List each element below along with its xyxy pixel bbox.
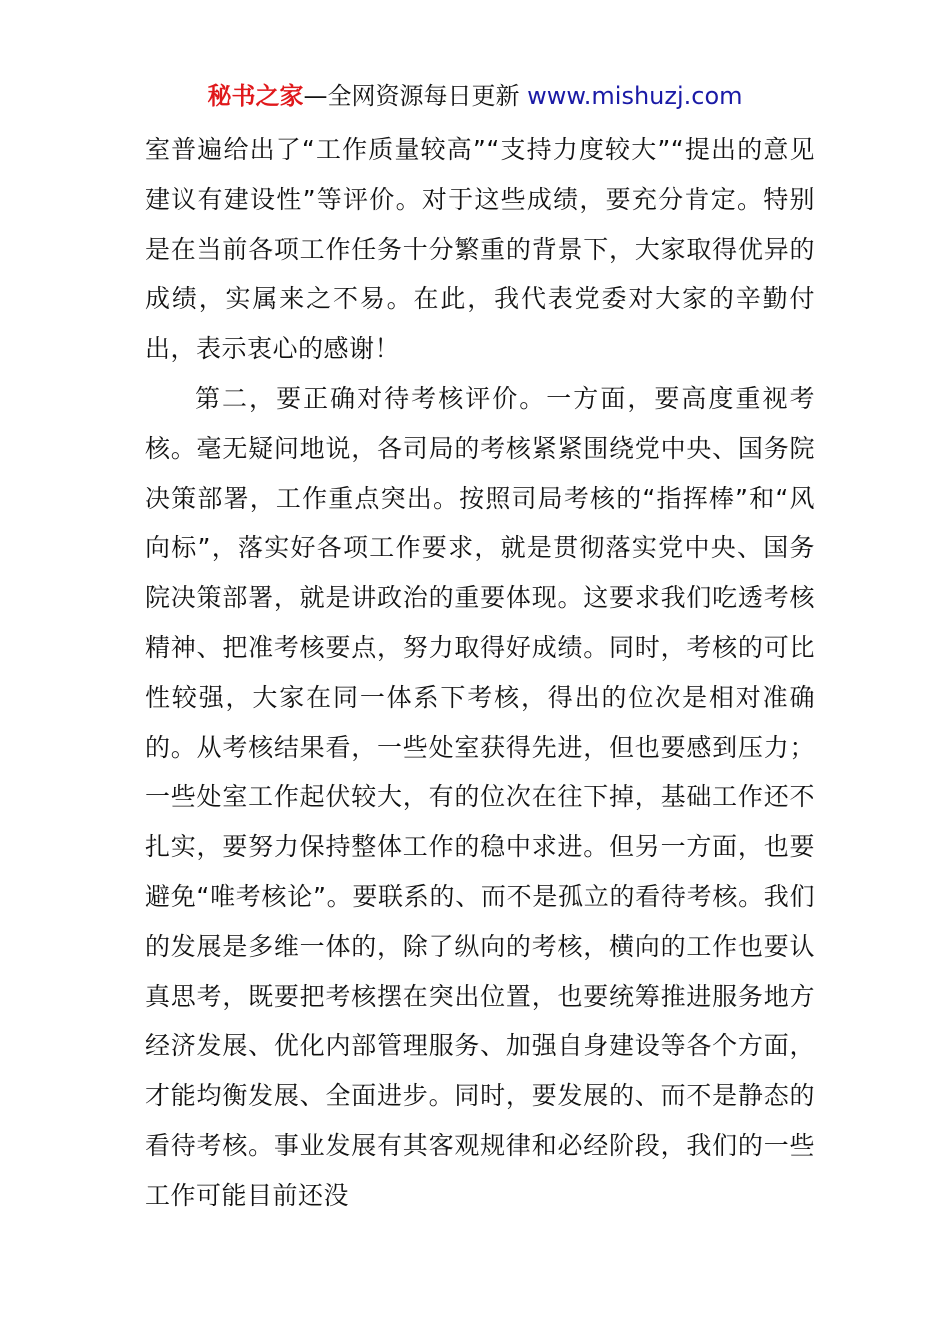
site-brand: 秘书之家 bbox=[207, 82, 304, 110]
site-tagline: —全网资源每日更新 bbox=[303, 82, 528, 110]
site-header bbox=[0, 78, 950, 114]
site-url-link[interactable]: www.mishuzj.com bbox=[527, 82, 743, 110]
paragraph-evaluation: 第二，要正确对待考核评价。一方面，要高度重视考核。毫无疑问地说，各司局的考核紧紧围绕党中央、国务院决策部署，工作重点突出。按照司局考核的“指挥棒”和“风向标”，落实好各项工作要求，就是贯彻落实党中央、国务院决策部署，就是讲政治的重要体现。这要求我们吃透考核精神、把准考核要点，努力取得好成绩。同时，考核的可比性较强，大家在同一体系下考核，得出的位次是相对准确的。从考核结果看，一些处室获得先进，但也要感到压力；一些处室工作起伏较大，有的位次在往下掉，基础工作还不扎实，要努力保持整体工作的稳中求进。但另一方面，也要避免“唯考核论”。要联系的、而不是孤立的看待考核。我们的发展是多维一体的，除了纵向的考核，横向的工作也要认真思考，既要把考核摆在突出位置，也要统筹推进服务地方经济发展、优化内部管理服务、加强自身建设等各个方面，才能均衡发展、全面进步。同时，要发展的、而不是静态的看待考核。事业发展有其客观规律和必经阶段，我们的一些工作可能目前还没 bbox=[145, 383, 815, 1210]
document-body bbox=[145, 125, 815, 1221]
paragraph-continued: 室普遍给出了“工作质量较高”“支持力度较大”“提出的意见建议有建设性”等评价。对于这些成绩，要充分肯定。特别是在当前各项工作任务十分繁重的背景下，大家取得优异的成绩，实属来之不易。在此，我代表党委对大家的辛勤付出，表示衷心的感谢！ bbox=[145, 135, 815, 364]
